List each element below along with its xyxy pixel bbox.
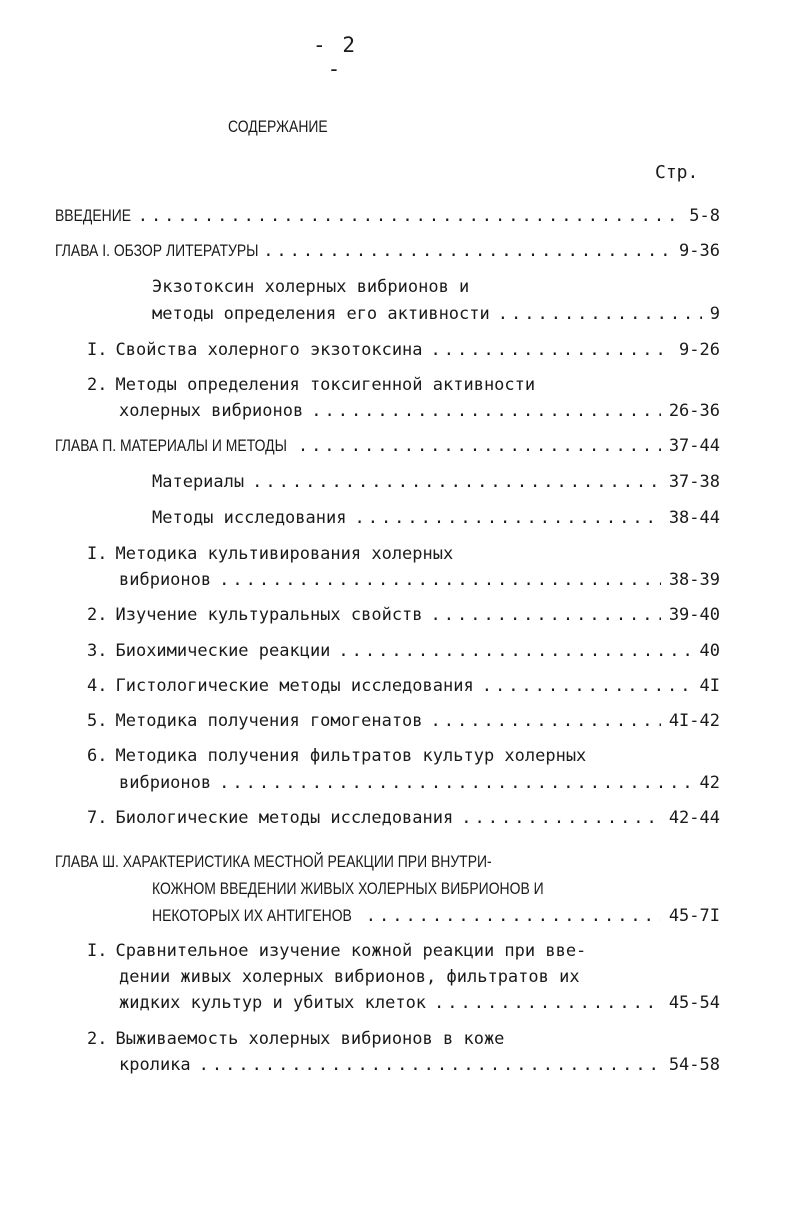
toc-entry-3-2-line1 [87, 1027, 504, 1051]
toc-entry-title: Гистологические методы исследования [115, 676, 474, 696]
toc-entry-page: 45-54 [668, 993, 720, 1013]
leader-dots [434, 991, 661, 1015]
toc-entry-2-4 [87, 674, 720, 698]
toc-entry-page: 9 [709, 304, 720, 324]
toc-entry-title: Материалы [152, 472, 245, 492]
toc-entry-methods [152, 506, 720, 530]
toc-entry-title: Методы исследования [152, 508, 347, 528]
toc-entry-3-1-line1 [87, 939, 586, 963]
toc-entry-number: 2. [87, 605, 108, 625]
toc-entry-number: 4. [87, 676, 108, 696]
leader-dots [498, 302, 702, 326]
leader-dots [354, 506, 660, 530]
toc-entry-2-2 [87, 603, 720, 627]
toc-entry-number: I. [87, 340, 108, 360]
toc-entry-title-cont: кролика [119, 1055, 191, 1075]
leader-dots [431, 603, 661, 627]
toc-entry-intro [55, 204, 720, 228]
page-title: СОДЕРЖАНИЕ [228, 117, 328, 136]
page-number: - 2 - [313, 33, 357, 81]
leader-dots [431, 709, 661, 733]
toc-entry-title-cont: вибрионов [119, 570, 212, 590]
toc-entry-page: 42-44 [668, 808, 720, 828]
toc-entry-number: 7. [87, 808, 108, 828]
toc-entry-chapter-1 [55, 239, 720, 263]
toc-entry-2-5 [87, 709, 720, 733]
leader-dots [199, 1053, 661, 1077]
toc-entry-1-2-line1 [87, 373, 535, 397]
toc-entry-chapter-3-line1: ГЛАВА Ш. ХАРАКТЕРИСТИКА МЕСТНОЙ РЕАКЦИИ ПРИ ВНУТРИ- [55, 852, 492, 871]
toc-entry-2-3 [87, 639, 720, 663]
toc-entry-title: ГЛАВА П. МАТЕРИАЛЫ И МЕТОДЫ [55, 436, 287, 455]
toc-entry-page: 40 [699, 641, 720, 661]
leader-dots [138, 204, 682, 228]
toc-entry-page: 5-8 [689, 206, 720, 226]
toc-entry-2-1-line1 [87, 542, 453, 566]
toc-entry-number: I. [87, 941, 108, 961]
toc-entry-title: Методы определения токсигенной активности [115, 375, 536, 395]
toc-entry-title-cont: вибрионов [119, 773, 212, 793]
toc-entry-number: 5. [87, 711, 108, 731]
toc-entry-2-7 [87, 806, 720, 830]
toc-entry-title: Биохимические реакции [115, 641, 331, 661]
toc-entry-3-1-line2: дении живых холерных вибрионов, фильтратов их [119, 967, 580, 987]
toc-entry-page: 42 [699, 773, 720, 793]
toc-entry-number: 6. [87, 746, 108, 766]
toc-entry-1-2 [119, 399, 720, 423]
toc-entry-title-cont: холерных вибрионов [119, 401, 304, 421]
toc-entry-title: Сравнительное изучение кожной реакции при вве- [115, 941, 587, 961]
leader-dots [219, 568, 661, 592]
leader-dots [431, 338, 672, 362]
toc-entry-title: Выживаемость холерных вибрионов в коже [115, 1029, 505, 1049]
toc-entry-chapter-3 [152, 904, 720, 928]
leader-dots [311, 399, 661, 423]
toc-entry-page: 45-7I [668, 906, 720, 926]
toc-entry-title: методы определения его активности [152, 304, 490, 324]
toc-entry-page: 26-36 [668, 401, 720, 421]
toc-entry-title: Свойства холерного экзотоксина [115, 340, 423, 360]
toc-entry-page: 4I-42 [668, 711, 720, 731]
toc-entry-number: I. [87, 544, 108, 564]
toc-entry-title: ВВЕДЕНИЕ [55, 206, 132, 225]
toc-entry-3-1 [119, 991, 720, 1015]
toc-entry-chapter-1-intro-line1: Экзотоксин холерных вибрионов и [152, 277, 470, 297]
toc-entry-number: 3. [87, 641, 108, 661]
toc-entry-2-1 [119, 568, 720, 592]
toc-entry-title: Методика получения фильтратов культур холерных [115, 746, 587, 766]
leader-dots [461, 806, 661, 830]
leader-dots [366, 904, 661, 928]
toc-entry-page: 38-39 [668, 570, 720, 590]
toc-entry-1-1 [87, 338, 720, 362]
toc-entry-2-6-line1 [87, 744, 586, 768]
toc-entry-page: 39-40 [668, 605, 720, 625]
toc-entry-materials [152, 470, 720, 494]
toc-entry-chapter-3-line2: КОЖНОМ ВВЕДЕНИИ ЖИВЫХ ХОЛЕРНЫХ ВИБРИОНОВ И [152, 879, 544, 898]
toc-entry-page: 54-58 [668, 1055, 720, 1075]
toc-entry-title: НЕКОТОРЫХ ИХ АНТИГЕНОВ [152, 906, 352, 925]
toc-entry-2-6 [119, 771, 720, 795]
toc-entry-chapter-2 [55, 434, 720, 458]
leader-dots [298, 434, 661, 458]
toc-entry-title: Биологические методы исследования [115, 808, 454, 828]
toc-entry-title: Изучение культуральных свойств [115, 605, 423, 625]
toc-entry-title: Методика получения гомогенатов [115, 711, 423, 731]
leader-dots [338, 639, 691, 663]
page-column-label: Стр. [655, 162, 699, 183]
toc-entry-page: 38-44 [668, 508, 720, 528]
toc-entry-number: 2. [87, 1029, 108, 1049]
toc-entry-page: 9-36 [679, 241, 720, 261]
toc-entry-page: 37-38 [668, 472, 720, 492]
toc-entry-title: Методика культивирования холерных [115, 544, 454, 564]
toc-entry-number: 2. [87, 375, 108, 395]
leader-dots [263, 239, 671, 263]
toc-entry-title-cont: жидких культур и убитых клеток [119, 993, 427, 1013]
leader-dots [482, 674, 692, 698]
toc-entry-title: ГЛАВА I. ОБЗОР ЛИТЕРАТУРЫ [55, 241, 259, 260]
toc-entry-page: 9-26 [679, 340, 720, 360]
leader-dots [252, 470, 661, 494]
toc-entry-page: 37-44 [668, 436, 720, 456]
toc-entry-page: 4I [699, 676, 720, 696]
toc-entry-3-2 [119, 1053, 720, 1077]
toc-entry-chapter-1-intro [152, 302, 720, 326]
leader-dots [219, 771, 691, 795]
